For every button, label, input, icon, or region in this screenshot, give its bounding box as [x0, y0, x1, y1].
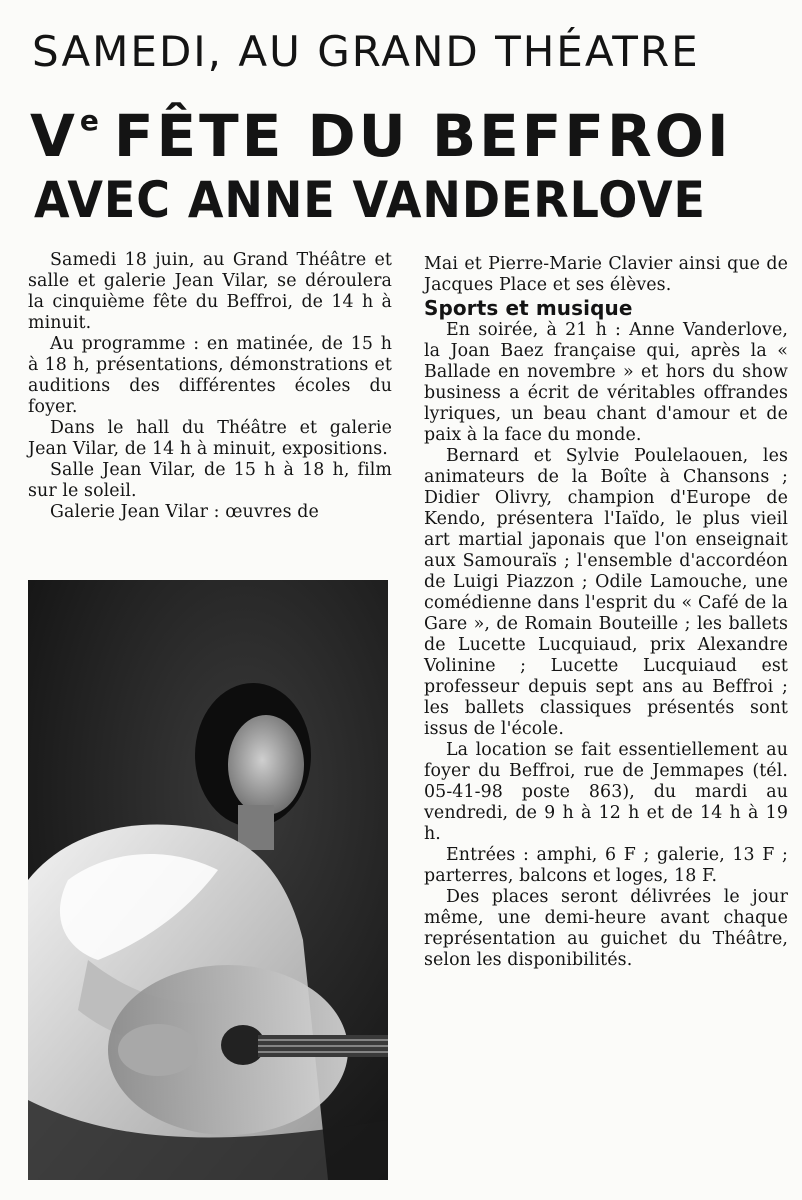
headline-title: FÊTE DU BEFFROI [113, 102, 732, 170]
paragraph-continuation: Mai et Pierre-Marie Clavier ainsi que de Jacques Place et ses élèves. [424, 254, 788, 295]
paragraph: La location se fait essentiellement au foyer du Beffroi, rue de Jemmapes (tél. 05-41-98 poste 863), du mardi au vendredi, de 9 h à 12 h et de 14 h à 19 h. [424, 740, 788, 844]
paragraph: En soirée, à 21 h : Anne Vanderlove, la Joan Baez française qui, après la « Ballade en novembre » et hors du show business a écrit de véritables offrandes lyriques, un beau chant d'amour et de paix à la face du monde. [424, 320, 788, 445]
headline-numeral: V [30, 102, 78, 170]
paragraph: Des places seront délivrées le jour même, une demi-heure avant chaque représentation au guichet du Théâtre, selon les disponibilités. [424, 887, 788, 970]
right-column [424, 254, 788, 971]
kicker-headline: SAMEDI, AU GRAND THÉATRE [32, 27, 700, 76]
photo-illustration [28, 580, 388, 1180]
paragraph: Dans le hall du Théâtre et galerie Jean Vilar, de 14 h à minuit, expositions. [28, 418, 392, 459]
headline-ordinal: e [79, 104, 102, 137]
main-headline [30, 86, 790, 171]
singer-photo [28, 580, 388, 1180]
paragraph: Au programme : en matinée, de 15 h à 18 h, présentations, démonstrations et auditions des différentes écoles du foyer. [28, 334, 392, 417]
paragraph: Samedi 18 juin, au Grand Théâtre et salle et galerie Jean Vilar, se déroulera la cinquième fête du Beffroi, de 14 h à minuit. [28, 250, 392, 333]
paragraph: Entrées : amphi, 6 F ; galerie, 13 F ; parterres, balcons et loges, 18 F. [424, 845, 788, 886]
section-title: Sports et musique [424, 296, 633, 320]
left-column [28, 250, 392, 523]
paragraph: Bernard et Sylvie Poulelaouen, les animateurs de la Boîte à Chansons ; Didier Olivry, champion d'Europe de Kendo, présentera l'Iaïdo, le plus vieil art martial japonais que l'on enseignait aux Samouraïs ; l'ensemble d'accordéon de Luigi Piazzon ; Odile Lamouche, une comédienne dans l'esprit du « Café de la Gare », de Romain Bouteille ; les ballets de Lucette Lucquiaud, prix Alexandre Volinine ; Lucette Lucquiaud est professeur depuis sept ans au Beffroi ; les ballets classiques présentés sont issus de l'école. [424, 446, 788, 739]
paragraph: Galerie Jean Vilar : œuvres de [50, 502, 319, 522]
subheadline: AVEC ANNE VANDERLOVE [34, 171, 706, 229]
paragraph: Salle Jean Vilar, de 15 h à 18 h, film sur le soleil. [28, 460, 392, 501]
